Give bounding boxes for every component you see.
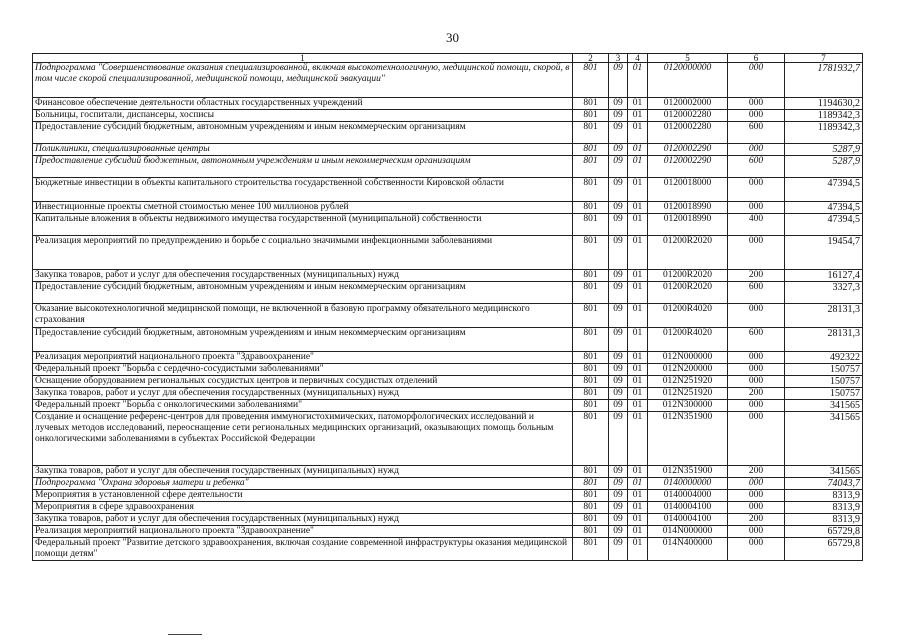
row-code-5: 0140004100 — [648, 514, 728, 526]
table-row — [33, 144, 863, 156]
row-amount: 5287,9 — [785, 144, 863, 156]
table-body — [33, 63, 863, 561]
row-code-3: 09 — [609, 98, 628, 110]
row-code-4: 01 — [628, 514, 648, 526]
table-row — [33, 388, 863, 400]
table-row — [33, 304, 863, 328]
row-code-2: 801 — [573, 156, 609, 178]
row-code-4: 01 — [628, 270, 648, 282]
row-code-3: 09 — [609, 214, 628, 236]
row-code-6: 200 — [728, 466, 785, 478]
row-name: Оснащение оборудованием региональных сосудистых центров и первичных сосудистых отделений — [33, 376, 573, 388]
row-name: Финансовое обеспечение деятельности областных государственных учреждений — [33, 98, 573, 110]
row-code-4: 01 — [628, 178, 648, 202]
row-code-3: 09 — [609, 388, 628, 400]
table-row — [33, 412, 863, 466]
row-code-5: 0120002290 — [648, 156, 728, 178]
row-code-2: 801 — [573, 214, 609, 236]
row-code-4: 01 — [628, 214, 648, 236]
row-code-3: 09 — [609, 502, 628, 514]
header-cell: 3 — [609, 54, 628, 63]
row-code-3: 09 — [609, 478, 628, 490]
row-amount: 492322 — [785, 352, 863, 364]
row-code-6: 000 — [728, 502, 785, 514]
row-code-5: 01200R4020 — [648, 328, 728, 352]
table-row — [33, 502, 863, 514]
row-code-2: 801 — [573, 178, 609, 202]
row-name: Больницы, госпитали, диспансеры, хосписы — [33, 110, 573, 122]
table-row — [33, 538, 863, 561]
row-code-2: 801 — [573, 144, 609, 156]
table-row — [33, 526, 863, 538]
row-name: Подпрограмма "Охрана здоровья матери и ребенка" — [33, 478, 573, 490]
row-code-3: 09 — [609, 63, 628, 98]
row-code-5: 0120002000 — [648, 98, 728, 110]
row-name: Федеральный проект "Борьба с онкологическими заболеваниями" — [33, 400, 573, 412]
row-code-4: 01 — [628, 156, 648, 178]
row-code-4: 01 — [628, 490, 648, 502]
row-code-5: 012N300000 — [648, 400, 728, 412]
row-name: Закупка товаров, работ и услуг для обеспечения государственных (муниципальных) нужд — [33, 514, 573, 526]
table-row — [33, 466, 863, 478]
table-row — [33, 478, 863, 490]
row-name: Федеральный проект "Борьба с сердечно-сосудистыми заболеваниями" — [33, 364, 573, 376]
row-code-6: 000 — [728, 364, 785, 376]
row-name: Бюджетные инвестиции в объекты капитального строительства государственной собственности Кировской области — [33, 178, 573, 202]
table-row — [33, 490, 863, 502]
row-code-4: 01 — [628, 236, 648, 270]
row-code-4: 01 — [628, 400, 648, 412]
footer-line — [168, 634, 202, 635]
row-code-4: 01 — [628, 376, 648, 388]
row-code-2: 801 — [573, 466, 609, 478]
row-code-6: 000 — [728, 352, 785, 364]
row-amount: 1189342,3 — [785, 122, 863, 144]
row-code-5: 0140000000 — [648, 478, 728, 490]
row-name: Закупка товаров, работ и услуг для обеспечения государственных (муниципальных) нужд — [33, 466, 573, 478]
row-code-2: 801 — [573, 400, 609, 412]
row-amount: 8313,9 — [785, 490, 863, 502]
row-code-4: 01 — [628, 364, 648, 376]
row-code-3: 09 — [609, 282, 628, 304]
row-code-6: 000 — [728, 526, 785, 538]
row-code-2: 801 — [573, 202, 609, 214]
row-code-5: 012N251920 — [648, 376, 728, 388]
row-amount: 28131,3 — [785, 304, 863, 328]
row-code-5: 012N351900 — [648, 466, 728, 478]
row-amount: 65729,8 — [785, 538, 863, 561]
row-name: Подпрограмма "Совершенствование оказания специализированной, включая высокотехнологичную, медицинской помощи, скорой, в том числе скорой специализированной, медицинской помощи, медицинской эвакуации" — [33, 63, 573, 98]
row-code-6: 000 — [728, 400, 785, 412]
row-code-2: 801 — [573, 538, 609, 561]
row-code-5: 012N251920 — [648, 388, 728, 400]
row-amount: 8313,9 — [785, 514, 863, 526]
row-amount: 5287,9 — [785, 156, 863, 178]
row-code-6: 600 — [728, 328, 785, 352]
row-code-5: 0120002280 — [648, 110, 728, 122]
row-amount: 1194630,2 — [785, 98, 863, 110]
row-code-6: 600 — [728, 122, 785, 144]
row-code-4: 01 — [628, 478, 648, 490]
row-amount: 341565 — [785, 400, 863, 412]
header-cell: 5 — [648, 54, 728, 63]
row-code-4: 01 — [628, 144, 648, 156]
row-code-5: 01200R2020 — [648, 236, 728, 270]
row-code-4: 01 — [628, 63, 648, 98]
row-code-4: 01 — [628, 502, 648, 514]
row-code-6: 000 — [728, 304, 785, 328]
row-name: Федеральный проект "Развитие детского здравоохранения, включая создание современной инфраструктуры оказания медицинской помощи детям" — [33, 538, 573, 561]
row-code-4: 01 — [628, 388, 648, 400]
row-code-6: 000 — [728, 412, 785, 466]
row-code-5: 0120018990 — [648, 202, 728, 214]
table-row — [33, 364, 863, 376]
row-code-6: 000 — [728, 236, 785, 270]
row-name: Создание и оснащение референс-центров для проведения иммуногистохимических, патоморфологических исследований и лучевых методов исследований, переоснащение сети региональных медицинских организаций, оказывающих помощь больным онкологическими заболеваниями в субъектах Российской Федерации — [33, 412, 573, 466]
row-amount: 3327,3 — [785, 282, 863, 304]
row-amount: 47394,5 — [785, 202, 863, 214]
row-code-5: 0120018990 — [648, 214, 728, 236]
row-code-3: 09 — [609, 304, 628, 328]
row-code-4: 01 — [628, 538, 648, 561]
table-row — [33, 328, 863, 352]
row-code-3: 09 — [609, 352, 628, 364]
row-name: Закупка товаров, работ и услуг для обеспечения государственных (муниципальных) нужд — [33, 388, 573, 400]
row-code-2: 801 — [573, 388, 609, 400]
row-code-4: 01 — [628, 466, 648, 478]
row-code-4: 01 — [628, 122, 648, 144]
table-row — [33, 376, 863, 388]
row-code-4: 01 — [628, 110, 648, 122]
row-code-3: 09 — [609, 110, 628, 122]
row-code-2: 801 — [573, 514, 609, 526]
row-amount: 65729,8 — [785, 526, 863, 538]
row-code-3: 09 — [609, 156, 628, 178]
row-amount: 16127,4 — [785, 270, 863, 282]
header-cell: 2 — [573, 54, 609, 63]
row-code-6: 000 — [728, 110, 785, 122]
row-amount: 8313,9 — [785, 502, 863, 514]
row-code-5: 0120000000 — [648, 63, 728, 98]
row-code-3: 09 — [609, 144, 628, 156]
table-row — [33, 270, 863, 282]
row-code-5: 012N000000 — [648, 352, 728, 364]
row-code-2: 801 — [573, 98, 609, 110]
row-code-3: 09 — [609, 270, 628, 282]
row-code-5: 0140004100 — [648, 502, 728, 514]
row-code-5: 0140004000 — [648, 490, 728, 502]
row-code-3: 09 — [609, 202, 628, 214]
row-code-2: 801 — [573, 282, 609, 304]
row-amount: 150757 — [785, 364, 863, 376]
row-code-5: 0120002290 — [648, 144, 728, 156]
row-code-2: 801 — [573, 352, 609, 364]
header-cell: 1 — [33, 54, 573, 63]
row-name: Мероприятия в установленной сфере деятельности — [33, 490, 573, 502]
row-name: Поликлиники, специализированные центры — [33, 144, 573, 156]
header-row — [33, 54, 863, 63]
row-code-2: 801 — [573, 63, 609, 98]
row-code-4: 01 — [628, 526, 648, 538]
table-row — [33, 236, 863, 270]
row-code-6: 000 — [728, 478, 785, 490]
row-code-3: 09 — [609, 376, 628, 388]
row-code-6: 000 — [728, 98, 785, 110]
row-code-2: 801 — [573, 328, 609, 352]
row-code-4: 01 — [628, 98, 648, 110]
table-row — [33, 98, 863, 110]
row-code-2: 801 — [573, 110, 609, 122]
row-code-4: 01 — [628, 352, 648, 364]
row-amount: 47394,5 — [785, 214, 863, 236]
row-name: Капитальные вложения в объекты недвижимого имущества государственной (муниципальной) собственности — [33, 214, 573, 236]
row-amount: 1781932,7 — [785, 63, 863, 98]
row-code-2: 801 — [573, 364, 609, 376]
row-code-3: 09 — [609, 526, 628, 538]
row-code-6: 000 — [728, 202, 785, 214]
row-code-3: 09 — [609, 412, 628, 466]
row-code-5: 014N400000 — [648, 538, 728, 561]
row-code-6: 000 — [728, 144, 785, 156]
row-code-5: 01200R2020 — [648, 270, 728, 282]
row-code-3: 09 — [609, 538, 628, 561]
row-amount: 19454,7 — [785, 236, 863, 270]
row-code-2: 801 — [573, 478, 609, 490]
row-code-3: 09 — [609, 122, 628, 144]
row-code-5: 0120018000 — [648, 178, 728, 202]
row-name: Предоставление субсидий бюджетным, автономным учреждениям и иным некоммерческим организациям — [33, 122, 573, 144]
row-code-5: 014N000000 — [648, 526, 728, 538]
table-row — [33, 282, 863, 304]
table-row — [33, 214, 863, 236]
row-code-5: 012N351900 — [648, 412, 728, 466]
row-code-6: 000 — [728, 376, 785, 388]
row-code-2: 801 — [573, 376, 609, 388]
table-row — [33, 178, 863, 202]
table-row — [33, 63, 863, 98]
row-code-3: 09 — [609, 178, 628, 202]
row-amount: 47394,5 — [785, 178, 863, 202]
row-name: Реализация мероприятий национального проекта "Здравоохранение" — [33, 352, 573, 364]
row-code-6: 200 — [728, 270, 785, 282]
row-name: Мероприятия в сфере здравоохранения — [33, 502, 573, 514]
row-code-2: 801 — [573, 490, 609, 502]
row-code-2: 801 — [573, 270, 609, 282]
header-cell: 4 — [628, 54, 648, 63]
row-code-3: 09 — [609, 514, 628, 526]
row-code-2: 801 — [573, 304, 609, 328]
row-name: Предоставление субсидий бюджетным, автономным учреждениям и иным некоммерческим организациям — [33, 328, 573, 352]
row-name: Предоставление субсидий бюджетным, автономным учреждениям и иным некоммерческим организациям — [33, 282, 573, 304]
row-code-6: 200 — [728, 514, 785, 526]
row-code-2: 801 — [573, 122, 609, 144]
row-name: Реализация мероприятий национального проекта "Здравоохранение" — [33, 526, 573, 538]
row-code-3: 09 — [609, 466, 628, 478]
row-amount: 74043,7 — [785, 478, 863, 490]
row-code-6: 600 — [728, 156, 785, 178]
row-code-5: 0120002280 — [648, 122, 728, 144]
row-code-2: 801 — [573, 526, 609, 538]
row-code-4: 01 — [628, 282, 648, 304]
table-row — [33, 202, 863, 214]
row-code-5: 012N200000 — [648, 364, 728, 376]
row-name: Оказание высокотехнологичной медицинской помощи, не включенной в базовую программу обязательного медицинского страхования — [33, 304, 573, 328]
row-code-4: 01 — [628, 412, 648, 466]
row-code-6: 600 — [728, 282, 785, 304]
row-code-6: 000 — [728, 538, 785, 561]
row-code-6: 200 — [728, 388, 785, 400]
row-code-3: 09 — [609, 364, 628, 376]
row-code-2: 801 — [573, 502, 609, 514]
table-row — [33, 110, 863, 122]
row-code-4: 01 — [628, 304, 648, 328]
page-number: 30 — [446, 30, 459, 45]
header-cell: 7 — [785, 54, 863, 63]
row-code-4: 01 — [628, 328, 648, 352]
row-code-2: 801 — [573, 236, 609, 270]
row-amount: 28131,3 — [785, 328, 863, 352]
row-code-5: 01200R2020 — [648, 282, 728, 304]
row-code-2: 801 — [573, 412, 609, 466]
header-cell: 6 — [728, 54, 785, 63]
table-row — [33, 352, 863, 364]
row-amount: 1189342,3 — [785, 110, 863, 122]
row-code-6: 000 — [728, 63, 785, 98]
row-amount: 341565 — [785, 412, 863, 466]
row-code-6: 400 — [728, 214, 785, 236]
row-code-3: 09 — [609, 236, 628, 270]
table-row — [33, 122, 863, 144]
row-code-3: 09 — [609, 400, 628, 412]
row-name: Предоставление субсидий бюджетным, автономным учреждениям и иным некоммерческим организациям — [33, 156, 573, 178]
table-row — [33, 514, 863, 526]
row-name: Инвестиционные проекты сметной стоимостью менее 100 миллионов рублей — [33, 202, 573, 214]
row-amount: 150757 — [785, 376, 863, 388]
row-name: Закупка товаров, работ и услуг для обеспечения государственных (муниципальных) нужд — [33, 270, 573, 282]
row-amount: 150757 — [785, 388, 863, 400]
table-row — [33, 156, 863, 178]
row-amount: 341565 — [785, 466, 863, 478]
row-code-3: 09 — [609, 328, 628, 352]
row-code-4: 01 — [628, 202, 648, 214]
row-name: Реализация мероприятий по предупреждению и борьбе с социально значимыми инфекционными заболеваниями — [33, 236, 573, 270]
row-code-6: 000 — [728, 178, 785, 202]
table-row — [33, 400, 863, 412]
budget-table — [32, 53, 863, 561]
row-code-3: 09 — [609, 490, 628, 502]
row-code-6: 000 — [728, 490, 785, 502]
row-code-5: 01200R4020 — [648, 304, 728, 328]
